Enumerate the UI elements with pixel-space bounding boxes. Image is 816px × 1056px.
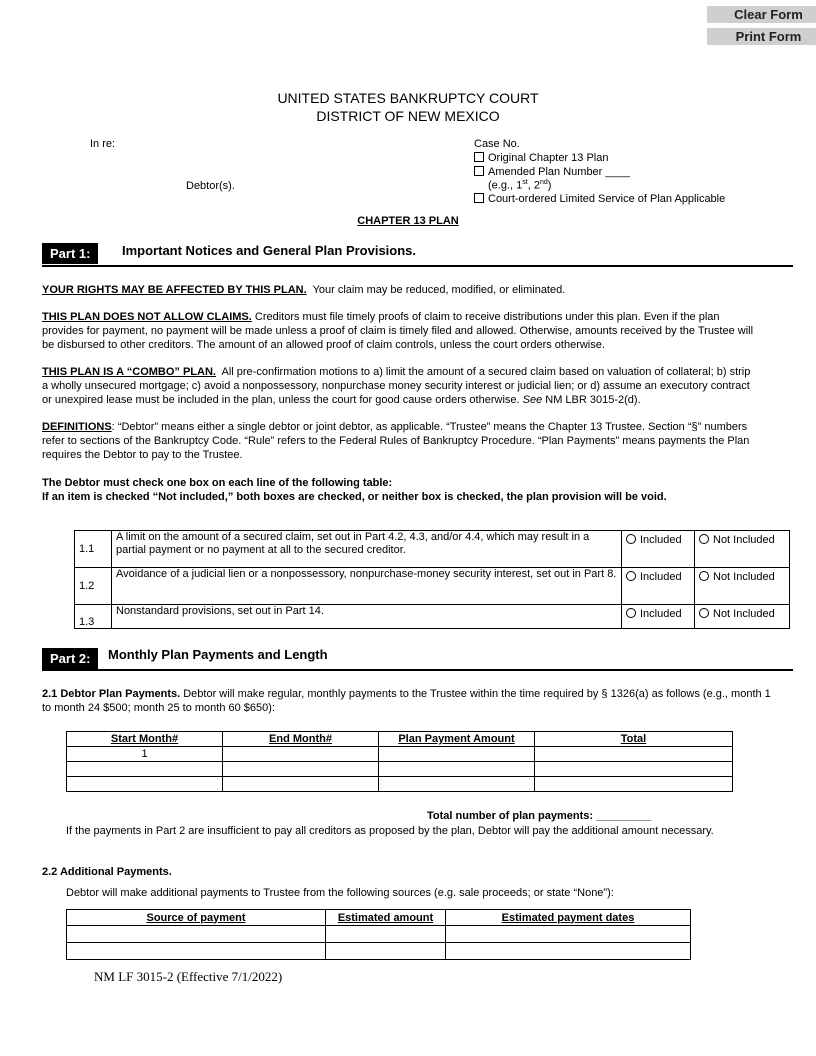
part1-title: Important Notices and General Plan Provisions. — [122, 243, 417, 258]
included-option[interactable]: Included — [622, 605, 695, 629]
not-included-option[interactable]: Not Included — [695, 605, 790, 629]
debtor-plan-payments: 2.1 Debtor Plan Payments. Debtor will make regular, monthly payments to the Trustee within the time required by § 1326(a) as follows (e.g., month 1 to month 24 $500; month 25 to month 60 $650): — [42, 688, 771, 714]
payment-amount-field[interactable] — [379, 747, 535, 762]
additional-payments-table — [66, 909, 691, 960]
source-field[interactable] — [67, 943, 326, 960]
case-number-label: Case No. — [474, 138, 520, 150]
end-month-field[interactable] — [223, 747, 379, 762]
court-name: UNITED STATES BANKRUPTCY COURT — [277, 90, 539, 106]
included-radio[interactable] — [626, 534, 636, 544]
amended-plan-checkbox[interactable] — [474, 166, 484, 176]
original-plan-option[interactable]: Original Chapter 13 Plan — [474, 152, 608, 164]
original-plan-checkbox[interactable] — [474, 152, 484, 162]
part2-title: Monthly Plan Payments and Length — [108, 647, 328, 662]
not-included-radio[interactable] — [699, 571, 709, 581]
table-header-row: Source of payment Estimated amount Estimated payment dates — [67, 910, 691, 926]
print-form-button[interactable]: Print Form — [707, 28, 816, 45]
table-header-row: Start Month# End Month# Plan Payment Amount Total — [67, 732, 733, 747]
court-district: DISTRICT OF NEW MEXICO — [316, 108, 500, 124]
start-month-field[interactable] — [67, 777, 223, 792]
court-ordered-option[interactable]: Court-ordered Limited Service of Plan Applicable — [474, 193, 725, 205]
table-row — [67, 762, 733, 777]
source-field[interactable] — [67, 926, 326, 943]
included-radio[interactable] — [626, 571, 636, 581]
part2-label: Part 2: — [42, 648, 98, 669]
payment-amount-field[interactable] — [379, 762, 535, 777]
instruction-line-2: If an item is checked “Not included,” both boxes are checked, or neither box is checked, the plan provision will be void. — [42, 491, 667, 503]
end-month-field[interactable] — [223, 777, 379, 792]
insufficient-payments-note: If the payments in Part 2 are insufficient to pay all creditors as proposed by the plan, Debtor will pay the additional amount necessary. — [66, 825, 714, 837]
amount-field[interactable] — [326, 943, 446, 960]
amount-field[interactable] — [326, 926, 446, 943]
dates-field[interactable] — [446, 943, 691, 960]
end-month-field[interactable] — [223, 762, 379, 777]
not-included-option[interactable]: Not Included — [695, 568, 790, 605]
table-row: 1.1 A limit on the amount of a secured claim, set out in Part 4.2, 4.3, and/or 4.4, which may result in a partial payment or no payment at all to the secured creditor. Included Not Included — [75, 531, 790, 568]
included-option[interactable]: Included — [622, 568, 695, 605]
table-row: 1.2 Avoidance of a judicial lien or a nonpossessory, nonpurchase-money security interest, set out in Part 8. Included Not Included — [75, 568, 790, 605]
combo-notice: THIS PLAN IS A “COMBO” PLAN. All pre-confirmation motions to a) limit the amount of a secured claim based on valuation of collateral; b) strip a wholly unsecured mortgage; c) avoid a nonpossessory, nonpurchase money security interest or judicial lien; or d) assume an executory contract or unexpired lease must be included in the plan, unless the court for good cause orders otherwise. See NM LBR 3015-2(d). — [42, 366, 751, 406]
provisions-table — [74, 530, 790, 629]
court-ordered-checkbox[interactable] — [474, 193, 484, 203]
part2-rule — [42, 669, 793, 671]
amended-plan-option[interactable]: Amended Plan Number ____ — [474, 166, 630, 178]
amended-example: (e.g., 1st, 2nd) — [488, 179, 552, 192]
total-field[interactable] — [535, 762, 733, 777]
rights-notice: YOUR RIGHTS MAY BE AFFECTED BY THIS PLAN. Your claim may be reduced, modified, or eliminated. — [42, 284, 566, 296]
payment-table — [66, 731, 733, 792]
table-row — [67, 747, 733, 762]
additional-payments-text: Debtor will make additional payments to Trustee from the following sources (e.g. sale proceeds; or state “None”): — [66, 887, 614, 899]
not-included-option[interactable]: Not Included — [695, 531, 790, 568]
form-footer: NM LF 3015-2 (Effective 7/1/2022) — [94, 969, 283, 984]
included-option[interactable]: Included — [622, 531, 695, 568]
start-month-field[interactable] — [67, 762, 223, 777]
in-re-label: In re: — [90, 138, 116, 150]
table-row — [67, 777, 733, 792]
clear-form-button[interactable]: Clear Form — [707, 6, 816, 23]
instruction-line-1: The Debtor must check one box on each line of the following table: — [42, 477, 393, 489]
document-title: CHAPTER 13 PLAN — [357, 215, 459, 227]
not-included-radio[interactable] — [699, 534, 709, 544]
included-radio[interactable] — [626, 608, 636, 618]
claims-notice: THIS PLAN DOES NOT ALLOW CLAIMS. Creditors must file timely proofs of claim to receive distributions under this plan. Even if the plan provides for payment, no payment will be made unless a proof of claim is timely filed and allowed. Otherwise, amounts received by the Trustee will be disbursed to other creditors. The amount of an allowed proof of claim controls, unless the court orders otherwise. — [42, 311, 754, 351]
debtors-label: Debtor(s). — [186, 180, 235, 192]
part1-label: Part 1: — [42, 243, 98, 264]
table-row — [67, 943, 691, 960]
definitions: DEFINITIONS: “Debtor” means either a single debtor or joint debtor, as applicable. “Trustee” means the Chapter 13 Trustee. Section “§” numbers refer to sections of the Bankruptcy Code. “Rule” refers to the Federal Rules of Bankruptcy Procedure. “Plan Payments” means payments the Plan requires the Debtor to pay to the Trustee. — [42, 421, 750, 461]
total-plan-payments: Total number of plan payments: _________ — [427, 810, 652, 822]
total-field[interactable] — [535, 777, 733, 792]
additional-payments-heading: 2.2 Additional Payments. — [42, 866, 172, 878]
total-field[interactable] — [535, 747, 733, 762]
start-month-field[interactable]: 1 — [67, 747, 223, 762]
table-row — [67, 926, 691, 943]
table-row: 1.3 Nonstandard provisions, set out in Part 14. Included Not Included — [75, 605, 790, 629]
not-included-radio[interactable] — [699, 608, 709, 618]
payment-amount-field[interactable] — [379, 777, 535, 792]
dates-field[interactable] — [446, 926, 691, 943]
part1-rule — [42, 265, 793, 267]
